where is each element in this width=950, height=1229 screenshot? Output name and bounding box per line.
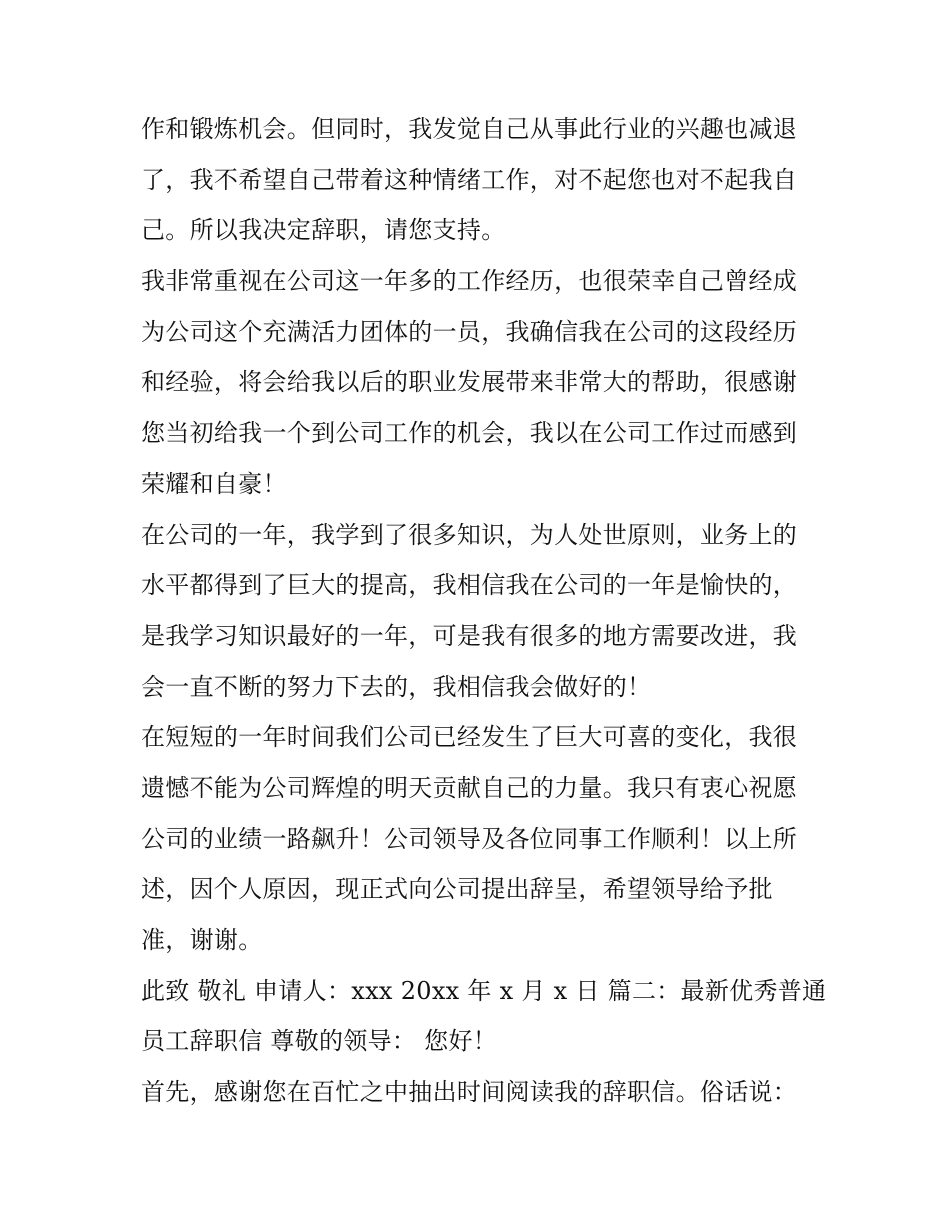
text-line: 员工辞职信 尊敬的领导： 您好！	[141, 1027, 498, 1056]
text-line: 首先，感谢您在百忙之中抽出时间阅读我的辞职信。俗话说：	[141, 1078, 798, 1107]
text-line: 准，谢谢。	[141, 926, 263, 954]
text-line: 此致 敬礼 申请人：xxx 20xx 年 x 月 x 日 篇二：最新优秀普通	[141, 976, 827, 1005]
text-line: 会一直不断的努力下去的，我相信我会做好的！	[141, 672, 652, 701]
text-line: 公司的业绩一路飙升！公司领导及各位同事工作顺利！以上所	[141, 824, 798, 853]
text-line: 述，因个人原因，现正式向公司提出辞呈，希望领导给予批	[141, 875, 773, 904]
text-line: 了，我不希望自己带着这种情绪工作，对不起您也对不起我自	[141, 165, 798, 194]
text-line: 和经验，将会给我以后的职业发展带来非常大的帮助，很感谢	[141, 368, 798, 397]
text-line: 荣耀和自豪！	[141, 469, 287, 498]
text-line: 在公司的一年，我学到了很多知识，为人处世原则，业务上的	[141, 520, 798, 549]
text-line: 我非常重视在公司这一年多的工作经历，也很荣幸自己曾经成	[141, 267, 798, 296]
text-line: 您当初给我一个到公司工作的机会，我以在公司工作过而感到	[141, 419, 798, 448]
text-line: 己。所以我决定辞职，请您支持。	[141, 216, 506, 245]
letter-body	[141, 104, 827, 1118]
text-line: 水平都得到了巨大的提高，我相信我在公司的一年是愉快的，	[141, 571, 798, 600]
text-line: 在短短的一年时间我们公司已经发生了巨大可喜的变化，我很	[141, 723, 798, 752]
text-line: 是我学习知识最好的一年，可是我有很多的地方需要改进，我	[141, 621, 798, 650]
text-line: 作和锻炼机会。但同时，我发觉自己从事此行业的兴趣也减退	[141, 115, 798, 143]
text-line: 遗憾不能为公司辉煌的明天贡献自己的力量。我只有衷心祝愿	[141, 773, 798, 802]
text-line: 为公司这个充满活力团体的一员，我确信我在公司的这段经历	[141, 317, 798, 346]
